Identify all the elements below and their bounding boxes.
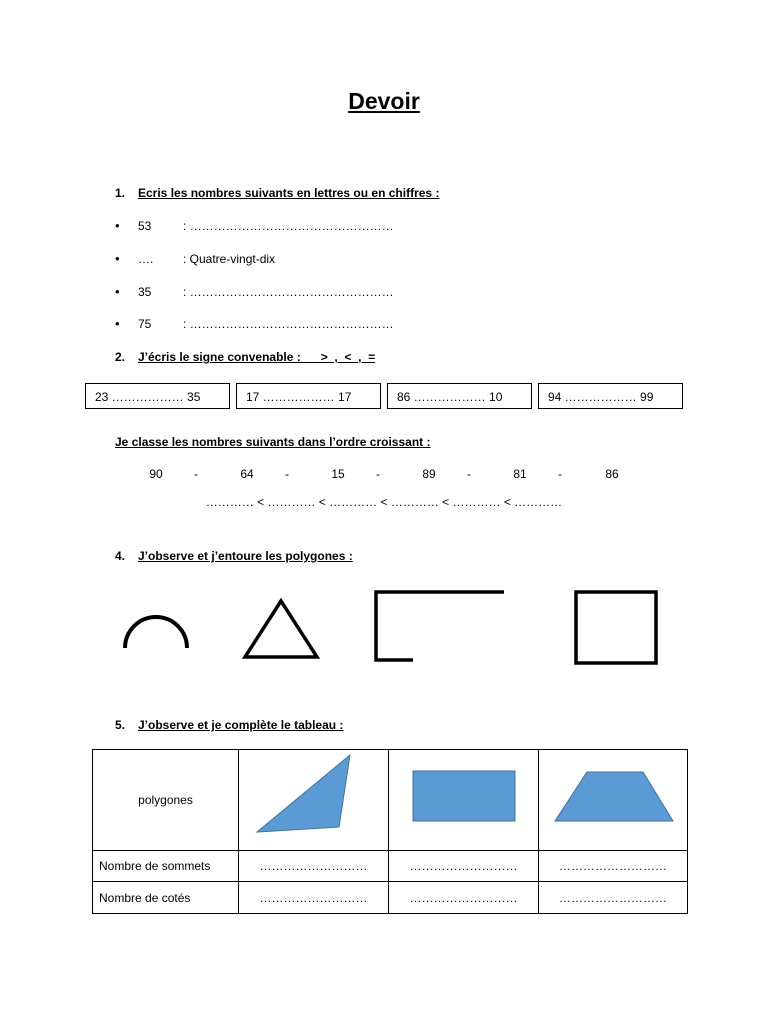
number-value: 89	[422, 467, 436, 481]
polygon-cell	[239, 750, 389, 851]
compare-box: 86 ……………… 10	[387, 383, 532, 409]
compare-box: 17 ……………… 17	[236, 383, 381, 409]
separator: -	[558, 467, 562, 481]
question-4-number: 4.	[115, 549, 126, 563]
arc-shape	[125, 617, 187, 648]
row-label: Nombre de cotés	[93, 882, 239, 914]
list-item-right: : ……………………………………………	[183, 317, 394, 331]
number-value: 90	[149, 467, 163, 481]
shapes-area	[0, 580, 768, 680]
list-item-left: 35	[138, 285, 152, 299]
compare-box: 94 ……………… 99	[538, 383, 683, 409]
header-label: polygones	[138, 793, 193, 807]
question-1-number: 1.	[115, 186, 126, 200]
answer-cell: ………………………	[239, 882, 389, 914]
separator: -	[194, 467, 198, 481]
filled-triangle	[257, 755, 350, 832]
number-value: 81	[513, 467, 527, 481]
open-rectangle-shape	[376, 592, 504, 660]
table-row	[93, 882, 688, 914]
question-2-text: J’écris le signe convenable : > , < , =	[138, 350, 376, 364]
list-item-left: 53	[138, 219, 152, 233]
answer-cell: ………………………	[389, 882, 539, 914]
table-row	[93, 851, 688, 882]
answer-cell: ………………………	[539, 851, 688, 882]
separator: -	[285, 467, 289, 481]
separator: -	[467, 467, 471, 481]
trapezoid-figure	[539, 750, 687, 850]
row-label: Nombre de sommets	[93, 851, 239, 882]
table-row	[93, 750, 688, 851]
question-5-text: J’observe et je complète le tableau :	[138, 718, 344, 732]
question-5-number: 5.	[115, 718, 126, 732]
list-item-left: ….	[138, 252, 154, 266]
triangle-figure	[239, 750, 388, 850]
question-2-number: 2.	[115, 350, 126, 364]
number-value: 64	[240, 467, 254, 481]
list-item-right: : ……………………………………………	[183, 219, 394, 233]
question-3-text: Je classe les nombres suivants dans l’ordre croissant :	[115, 435, 431, 449]
number-value: 15	[331, 467, 345, 481]
triangle-shape	[245, 601, 317, 657]
answer-cell: ………………………	[389, 851, 539, 882]
polygon-cell	[389, 750, 539, 851]
number-value: 86	[605, 467, 619, 481]
list-item-left: 75	[138, 317, 152, 331]
rectangle-figure	[389, 750, 538, 850]
list-item-right: : Quatre-vingt-dix	[183, 252, 276, 266]
filled-trapezoid	[555, 772, 673, 821]
list-bullet: •	[115, 218, 120, 233]
order-line: ………… < ………… < ………… < ………… < ………… < …………	[205, 495, 563, 509]
header-label-cell	[93, 750, 239, 851]
list-bullet: •	[115, 316, 120, 331]
list-item-right: : ……………………………………………	[183, 285, 394, 299]
answer-cell: ………………………	[239, 851, 389, 882]
answer-cell: ………………………	[539, 882, 688, 914]
question-1-text: Ecris les nombres suivants en lettres ou en chiffres :	[138, 186, 440, 200]
polygon-cell	[539, 750, 688, 851]
question-4-text: J’observe et j’entoure les polygones :	[138, 549, 353, 563]
list-bullet: •	[115, 284, 120, 299]
compare-box: 23 ……………… 35	[85, 383, 230, 409]
polygon-table	[92, 749, 688, 914]
page-title: Devoir	[348, 88, 420, 114]
filled-rectangle	[413, 771, 515, 821]
separator: -	[376, 467, 380, 481]
square-shape	[576, 592, 656, 663]
list-bullet: •	[115, 251, 120, 266]
